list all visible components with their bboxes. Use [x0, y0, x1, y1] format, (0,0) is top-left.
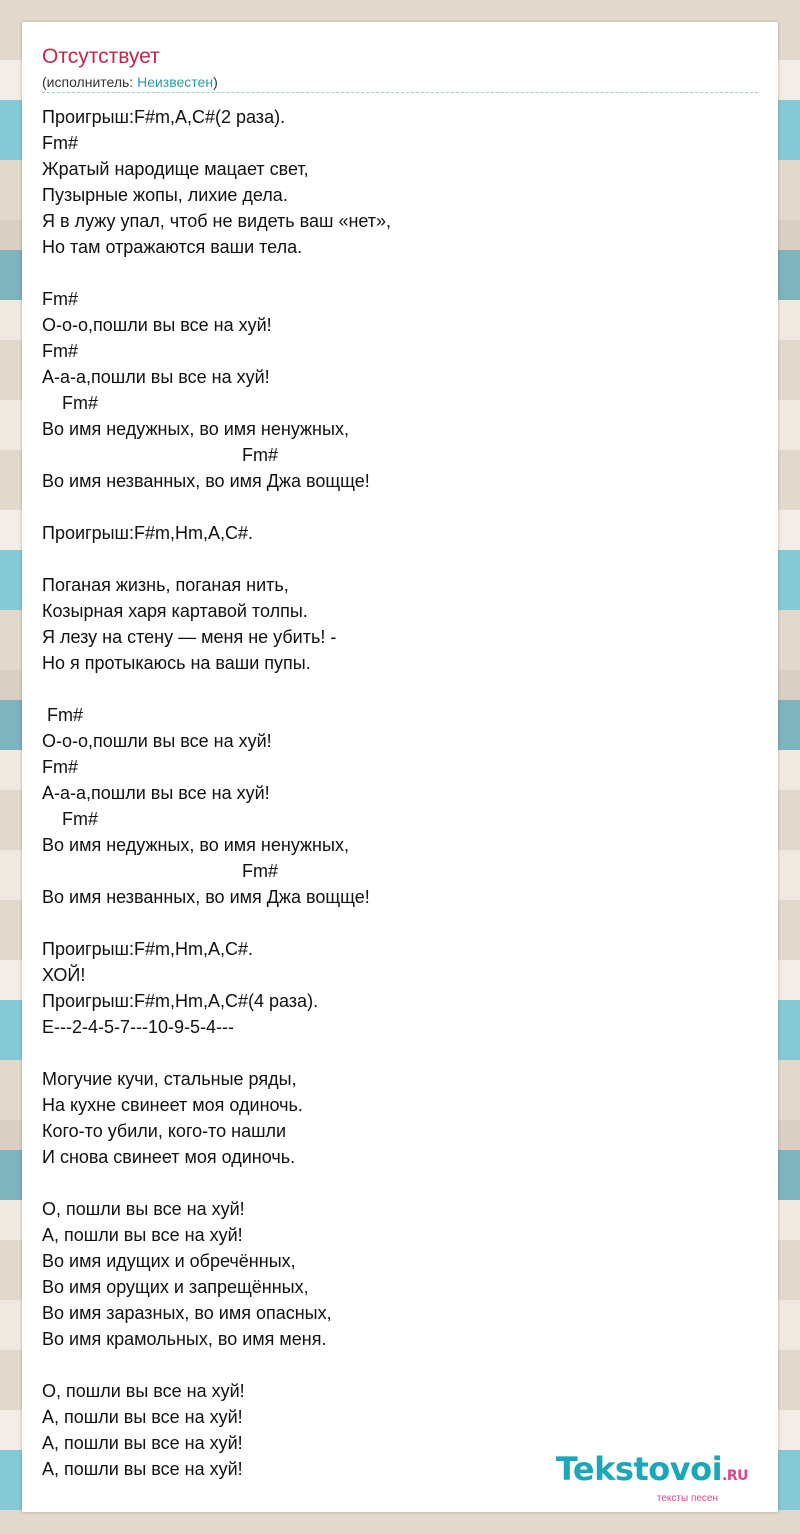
- lyrics-card: [22, 22, 778, 1512]
- logo-wordmark: [556, 1452, 748, 1493]
- logo-tld: .RU: [722, 1468, 748, 1484]
- artist-link[interactable]: Неизвестен: [137, 74, 214, 90]
- artist-line: [42, 73, 218, 91]
- artist-prefix: (исполнитель:: [42, 74, 138, 90]
- song-title: Отсутствует: [42, 45, 160, 68]
- site-logo[interactable]: [556, 1452, 748, 1504]
- lyrics-text: Проигрыш:F#m,A,C#(2 раза). Fm# Жратый народище мацает свет, Пузырные жопы, лихие дела. Я в лужу упал, чтоб не видеть ваш «нет», Но там отражаются ваши тела. Fm# О-о-о,пошли вы все на хуй! Fm# А-а-а,пошли вы все на хуй! Fm# Во имя недужных, во имя ненужных, Fm# Во имя незванных, во имя Джа вощще! Проигрыш:F#m,Hm,A,C#. Поганая жизнь, поганая нить, Козырная харя картавой толпы. Я лезу на стену — меня не убить! - Но я протыкаюсь на ваши пупы. Fm# О-о-о,пошли вы все на хуй! Fm# А-а-а,пошли вы все на хуй! Fm# Во имя недужных, во имя ненужных, Fm# Во имя незванных, во имя Джа вощще! Проигрыш:F#m,Hm,A,C#. ХОЙ! Проигрыш:F#m,Hm,A,C#(4 раза). E---2-4-5-7---10-9-5-4--- Могучие кучи, стальные ряды, На кухне свинеет моя одиночь. Кого-то убили, кого-то нашли И снова свинеет моя одиночь. О, пошли вы все на хуй! А, пошли вы все на хуй! Во имя идущих и обречённых, Во имя орущих и запрещённых, Во имя заразных, во имя опасных, Во имя крамольных, во имя меня. О, пошли вы все на хуй! А, пошли вы все на хуй! А, пошли вы все на хуй! А, пошли вы все на хуй!: [42, 107, 392, 1479]
- artist-suffix: ): [213, 74, 218, 90]
- logo-tagline: тексты песен: [656, 1493, 718, 1504]
- logo-name: Tekstovoi: [555, 1450, 723, 1488]
- title-divider: [42, 92, 758, 93]
